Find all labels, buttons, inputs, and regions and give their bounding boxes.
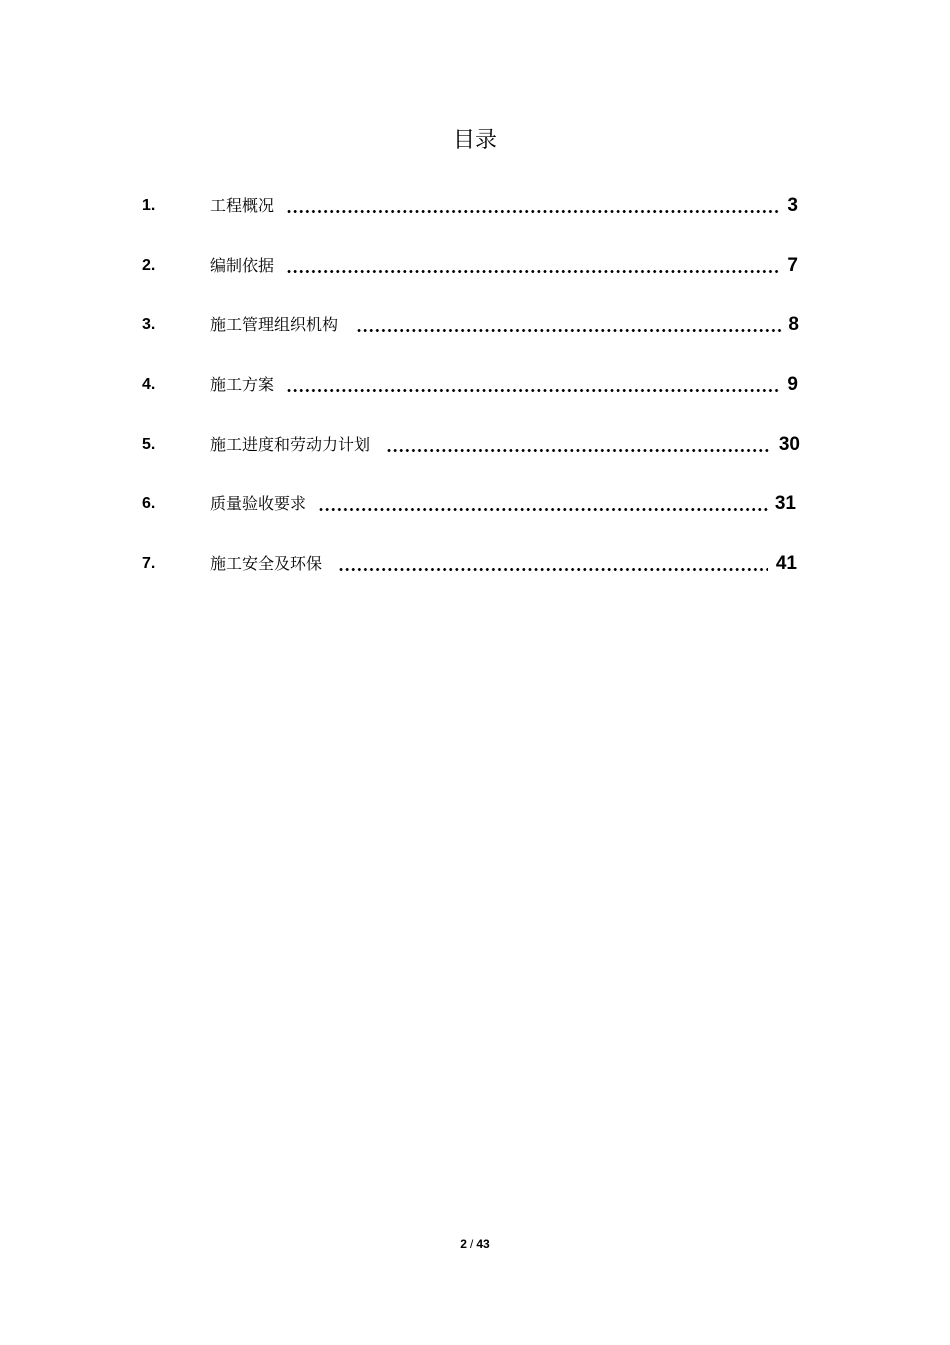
toc-entry-page: 41	[775, 553, 797, 574]
page-number-footer	[0, 1235, 950, 1253]
toc-entry-number: 6.	[142, 495, 156, 512]
toc-entry-title: 编制依据	[210, 256, 275, 275]
toc-entry-page: 8	[788, 314, 799, 335]
toc-entry-6[interactable]	[142, 484, 796, 516]
toc-entry-number: 4.	[142, 376, 156, 393]
toc-dot-leader	[286, 373, 781, 397]
toc-entry-title: 工程概况	[210, 196, 275, 215]
toc-entry-3[interactable]	[142, 305, 799, 337]
toc-entry-5[interactable]	[142, 425, 800, 457]
toc-entry-title: 施工方案	[210, 375, 275, 394]
toc-entry-number: 2.	[142, 257, 156, 274]
current-page-number: 2	[460, 1237, 467, 1251]
toc-entry-title: 施工管理组织机构	[210, 315, 339, 334]
toc-dot-leader	[318, 492, 769, 516]
toc-entry-number: 7.	[142, 555, 156, 572]
toc-entry-page: 3	[787, 195, 798, 216]
toc-entry-number: 3.	[142, 316, 156, 333]
toc-entry-2[interactable]	[142, 246, 798, 278]
page-separator: /	[469, 1237, 474, 1251]
toc-entry-number: 5.	[142, 436, 156, 453]
toc-entry-page: 30	[778, 434, 800, 455]
total-page-count: 43	[476, 1237, 490, 1251]
toc-dot-leader	[286, 194, 781, 218]
page-title: 目录	[452, 128, 497, 153]
toc-entry-1[interactable]	[142, 186, 798, 218]
toc-entry-4[interactable]	[142, 365, 798, 397]
toc-entry-page: 9	[787, 374, 798, 395]
toc-dot-leader	[286, 254, 781, 278]
toc-entry-title: 施工进度和劳动力计划	[210, 435, 371, 454]
toc-dot-leader	[386, 433, 771, 457]
toc-entry-7[interactable]	[142, 544, 797, 576]
toc-entry-page: 7	[787, 255, 798, 276]
toc-entry-number: 1.	[142, 197, 156, 214]
toc-entry-page: 31	[774, 493, 796, 514]
toc-dot-leader	[356, 313, 782, 337]
toc-entry-title: 质量验收要求	[210, 494, 307, 513]
toc-dot-leader	[338, 552, 768, 576]
toc-entry-title: 施工安全及环保	[210, 554, 323, 573]
